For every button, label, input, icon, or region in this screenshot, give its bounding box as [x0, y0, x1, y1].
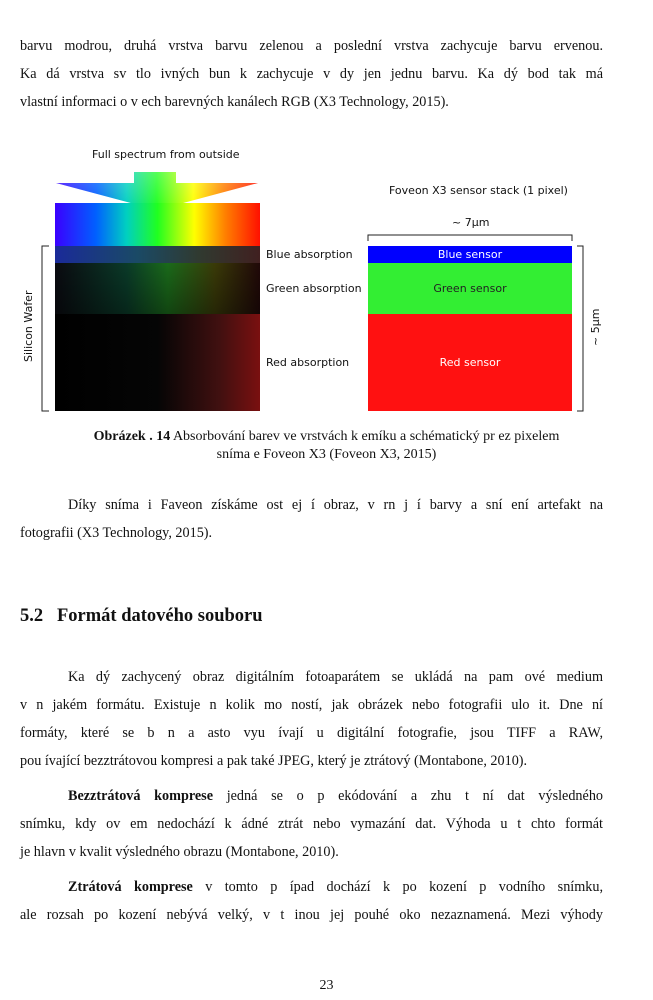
paragraph-line [68, 878, 603, 897]
spectrum-band [55, 203, 260, 246]
term-lossy: Ztrátová komprese [68, 879, 193, 895]
sensor-label-blue: Blue sensor [437, 248, 503, 261]
height-label: ~ 5µm [589, 308, 602, 346]
paragraph-line: snímku, kdy ov em nedochází k ádné ztrát nebo vymazání dat. Výhoda u t chto formát [20, 816, 603, 832]
section-number: 5.2 [20, 606, 44, 626]
foveon-figure [0, 140, 653, 420]
width-label: ~ 7µm [452, 216, 490, 229]
paragraph-line: Ka dý zachycený obraz digitálním fotoaparátem se ukládá na pam ové medium [68, 669, 603, 685]
sensor-label-green: Green sensor [433, 282, 507, 295]
width-bracket [368, 235, 572, 241]
page-number: 23 [319, 978, 334, 993]
absorption-label-blue: Blue absorption [266, 248, 353, 261]
figure-caption [20, 428, 633, 446]
blue-absorption-band [55, 246, 260, 263]
paragraph-line: formáty, které se b n a asto vyu ívají u digitální fotografie, jsou TIFF a RAW, [20, 725, 603, 741]
sensor-label-red: Red sensor [439, 356, 501, 369]
absorption-label-green: Green absorption [266, 282, 362, 295]
figure-caption-line2: sníma e Foveon X3 (Foveon X3, 2015) [216, 447, 437, 462]
figure-top-label: Full spectrum from outside [92, 148, 240, 161]
paragraph-text: v tomto p ípad dochází k po kození p vodního snímku, [192, 879, 603, 895]
paragraph-line: je hlavn v kvalit výsledného obrazu (Montabone, 2010). [20, 844, 339, 860]
caption-line1: Absorbování barev ve vrstvách k emíku a schématický pr ez pixelem [170, 429, 560, 444]
wafer-bracket [42, 246, 49, 411]
paragraph-line: vlastní informaci o v ech barevných kanálech RGB (X3 Technology, 2015). [20, 94, 449, 110]
paragraph-line: v n jakém formátu. Existuje n kolik mo ností, jak obrázek nebo fotografii ulo it. Dne ní [20, 697, 603, 713]
absorption-label-red: Red absorption [266, 356, 350, 369]
sensor-stack-title: Foveon X3 sensor stack (1 pixel) [389, 184, 568, 197]
paragraph-line: fotografii (X3 Technology, 2015). [20, 525, 213, 541]
wafer-label: Silicon Wafer [22, 290, 35, 362]
paragraph-line: pou ívající bezztrátovou kompresi a pak také JPEG, který je ztrátový (Montabone, 2010). [20, 753, 528, 769]
paragraph-line: Díky sníma i Faveon získáme ost ej í obraz, v rn j í barvy a sní ení artefakt na [68, 497, 603, 513]
section-title: Formát datového souboru [57, 606, 263, 626]
height-bracket [577, 246, 583, 411]
section-heading [20, 606, 263, 627]
paragraph-text: jedná se o p ekódování a zhu t ní dat výsledného [213, 788, 604, 804]
paragraph-line: barvu modrou, druhá vrstva barvu zelenou a poslední vrstva zachycuje barvu ervenou. [20, 38, 603, 54]
caption-label: Obrázek . 14 [93, 429, 171, 444]
paragraph-line: Ka dá vrstva sv tlo ivných bun k zachycuje v dy jen jednu barvu. Ka dý bod tak má [20, 66, 603, 82]
red-absorption-band [55, 314, 260, 411]
term-lossless: Bezztrátová komprese [68, 788, 214, 804]
paragraph-line: ale rozsah po kození nebývá velký, v t inou jej pouhé oko nezaznamená. Mezi výhody [20, 907, 603, 923]
paragraph-line [68, 787, 603, 806]
